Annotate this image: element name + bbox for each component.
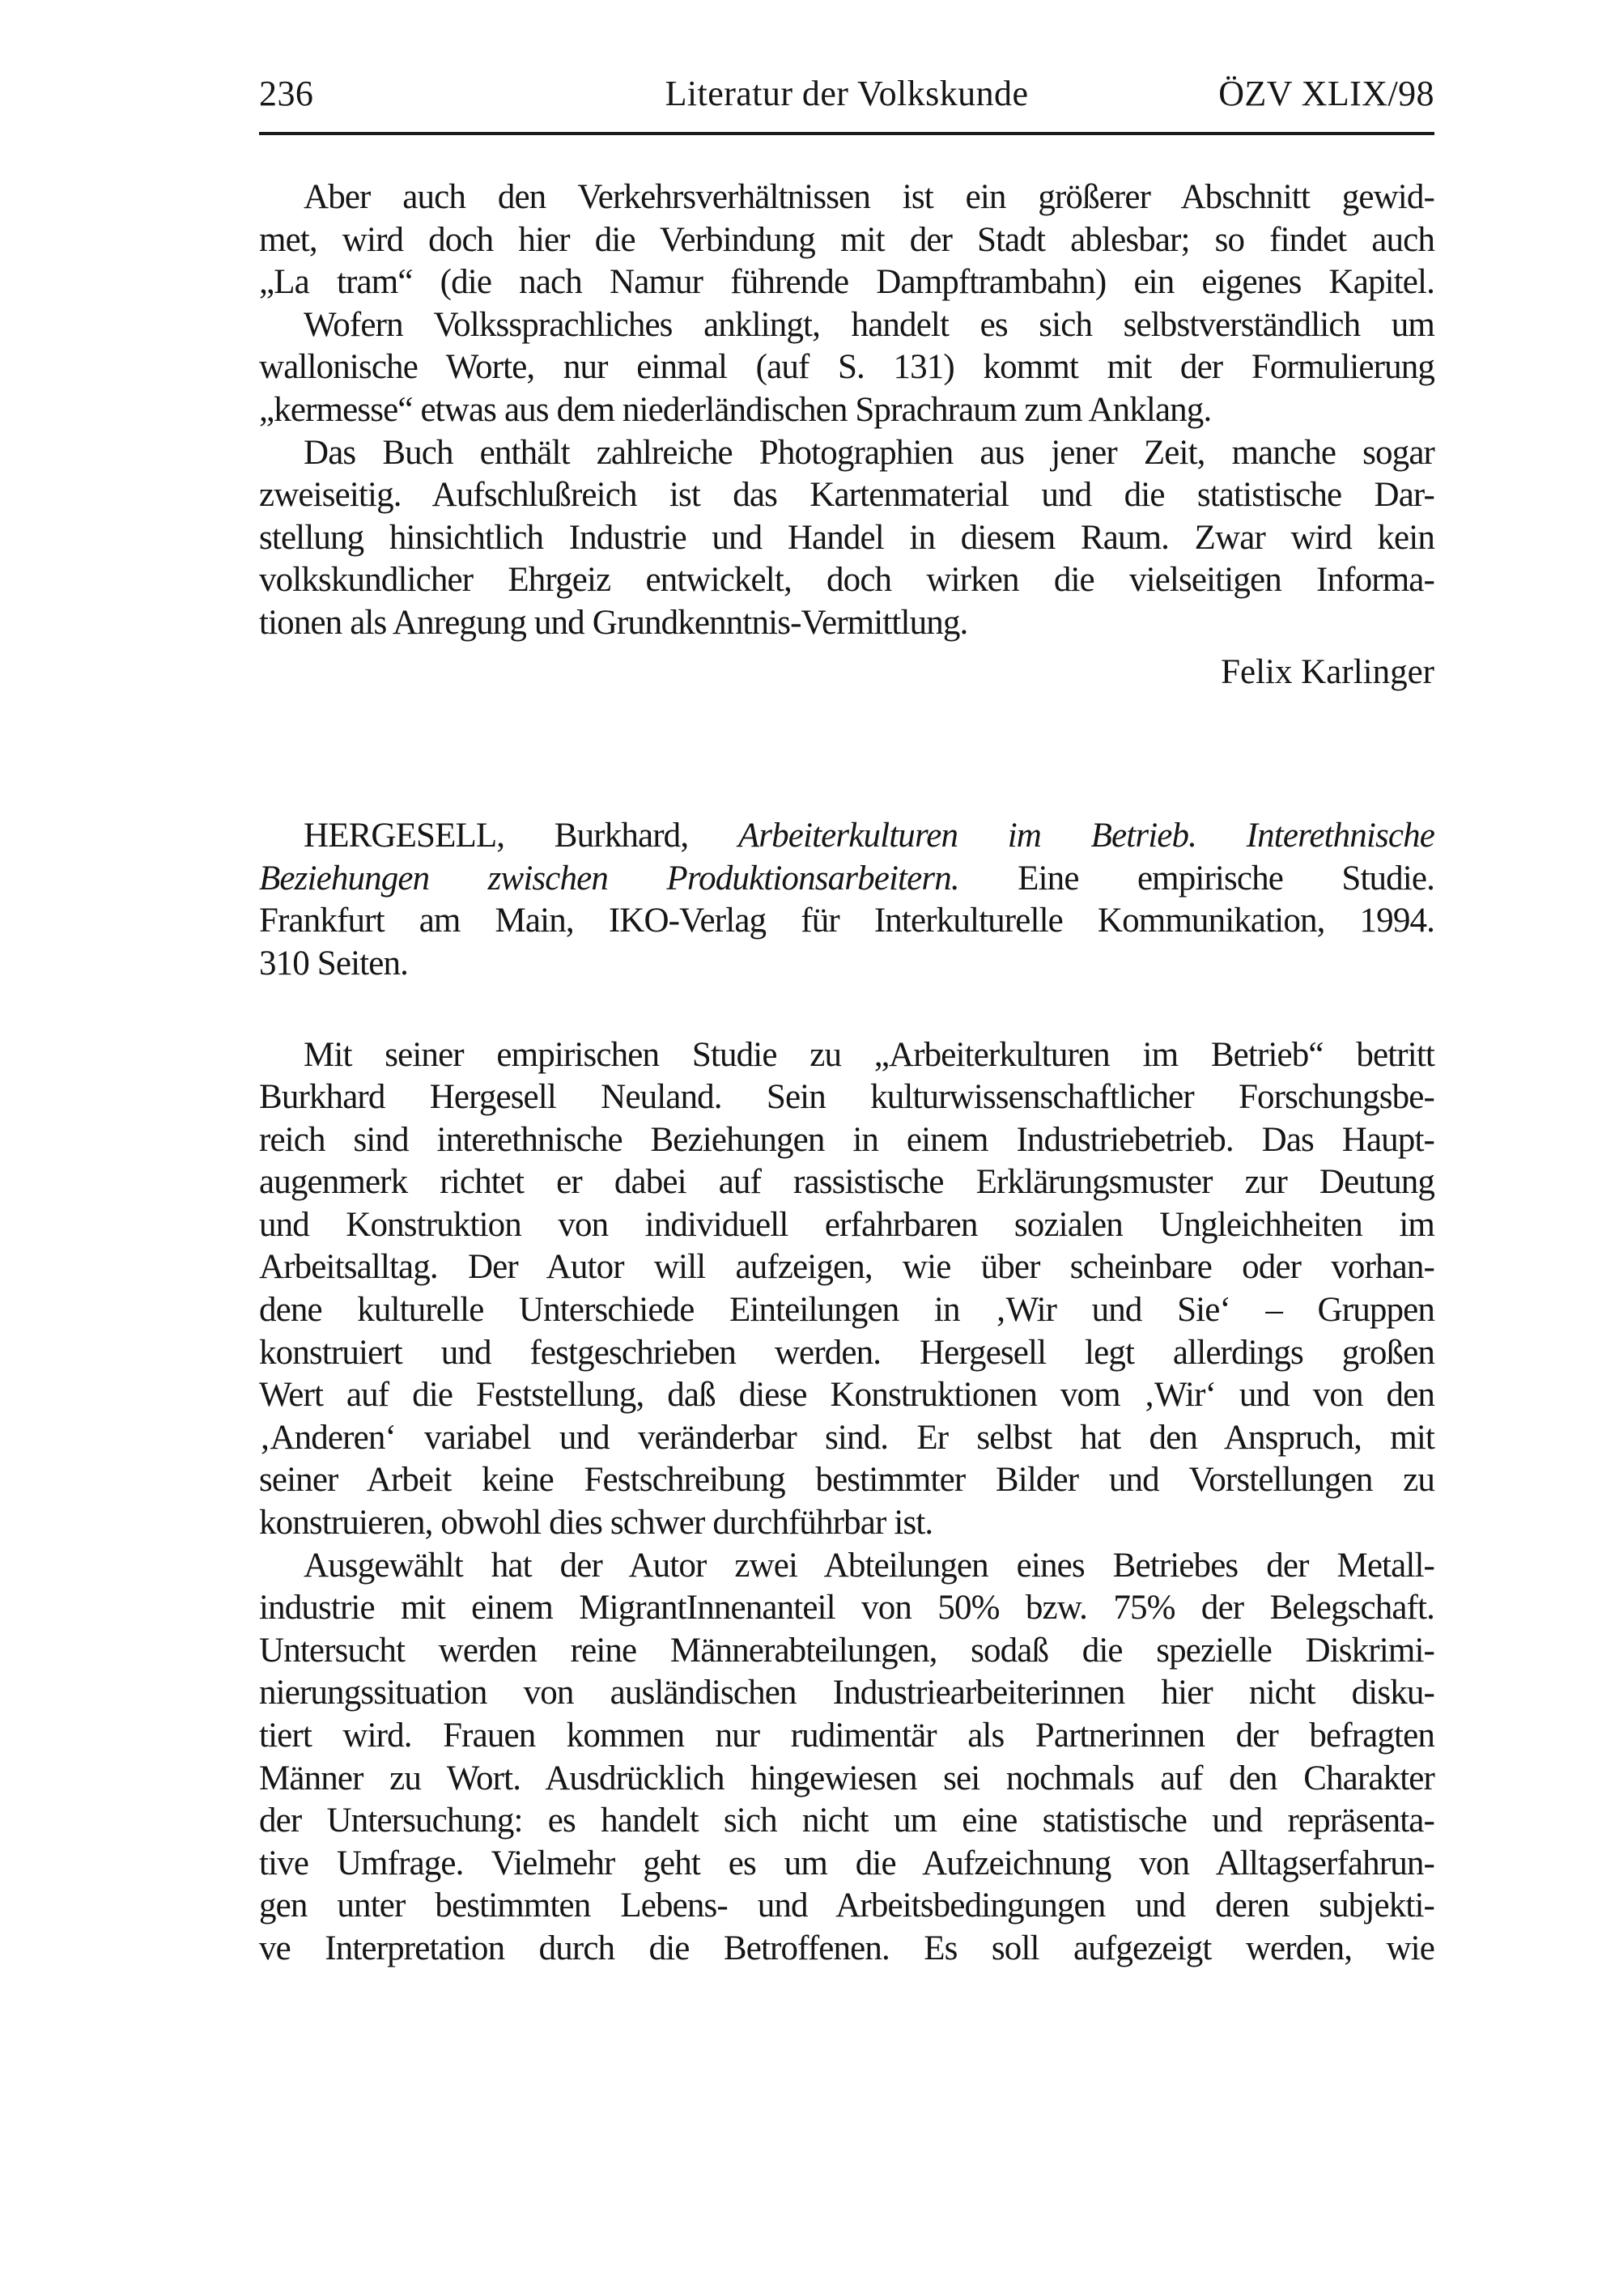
text-line: seiner Arbeit keine Festschreibung bestimmter Bilder und Vorstellungen zu (259, 1461, 1434, 1500)
text-line: „La tram“ (die nach Namur führende Dampftrambahn) ein eigenes Kapitel. (259, 263, 1434, 302)
text-line: „kermesse“ etwas aus dem niederländischen Sprachraum zum Anklang. (259, 390, 1212, 429)
text-line (259, 943, 1434, 986)
text-line (259, 815, 1434, 858)
header-rule (259, 132, 1434, 135)
text-line: konstruieren, obwohl dies schwer durchführbar ist. (259, 1504, 933, 1543)
text-line: konstruiert und festgeschrieben werden. Hergesell legt allerdings großen (259, 1333, 1434, 1372)
citation-text: HERGESELL, Burkhard, (304, 817, 738, 855)
citation-book-title: Beziehungen zwischen Produktionsarbeitern. (259, 859, 959, 898)
text-line: zweiseitig. Aufschlußreich ist das Kartenmaterial und die statistische Dar- (259, 476, 1434, 515)
text-line: Untersucht werden reine Männerabteilungen, sodaß die spezielle Diskrimi- (259, 1631, 1434, 1670)
reviewer-signature: Felix Karlinger (1221, 652, 1434, 691)
text-line: tiert wird. Frauen kommen nur rudimentär als Partnerinnen der befragten (259, 1717, 1434, 1755)
text-line: augenmerk richtet er dabei auf rassistische Erklärungsmuster zur Deutung (259, 1163, 1434, 1202)
citation-book-title: Arbeiterkulturen im Betrieb. Interethnische (737, 817, 1434, 855)
text-line: wallonische Worte, nur einmal (auf S. 131) kommt mit der Formulierung (259, 348, 1434, 387)
text-line: volkskundlicher Ehrgeiz entwickelt, doch wirken die vielseitigen Informa- (259, 561, 1434, 600)
text-line: Mit seiner empirischen Studie zu „Arbeiterkulturen im Betrieb“ betritt (304, 1035, 1434, 1074)
text-line: Das Buch enthält zahlreiche Photographien aus jener Zeit, manche sogar (304, 433, 1434, 472)
running-title: Literatur der Volkskunde (665, 74, 1029, 113)
text-line: stellung hinsichtlich Industrie und Handel in diesem Raum. Zwar wird kein (259, 518, 1434, 557)
text-line: Arbeitsalltag. Der Autor will aufzeigen, wie über scheinbare oder vorhan- (259, 1248, 1434, 1287)
review-body-text (259, 1034, 1434, 1971)
text-line: dene kulturelle Unterschiede Einteilungen in ‚Wir und Sie‘ – Gruppen (259, 1291, 1434, 1330)
page-number: 236 (259, 74, 314, 113)
citation-text: 310 Seiten. (259, 944, 409, 982)
citation-text: Eine empirische Studie. (958, 859, 1435, 898)
page-content (259, 0, 1434, 1971)
text-line: gen unter bestimmten Lebens- und Arbeitsbedingungen und deren subjekti- (259, 1886, 1434, 1925)
text-line: ve Interpretation durch die Betroffenen. Es soll aufgezeigt werden, wie (259, 1929, 1434, 1967)
page-header (259, 73, 1434, 115)
text-line: Burkhard Hergesell Neuland. Sein kulturwissenschaftlicher Forschungsbe- (259, 1078, 1434, 1117)
text-line: ‚Anderen‘ variabel und veränderbar sind. Er selbst hat den Anspruch, mit (259, 1418, 1434, 1457)
text-line: und Konstruktion von individuell erfahrbaren sozialen Ungleichheiten im (259, 1205, 1434, 1244)
text-line: Wert auf die Feststellung, daß diese Konstruktionen vom ‚Wir‘ und von den (259, 1376, 1434, 1415)
text-line (259, 900, 1434, 943)
text-line: reich sind interethnische Beziehungen in einem Industriebetrieb. Das Haupt- (259, 1120, 1434, 1159)
journal-issue: ÖZV XLIX/98 (1218, 74, 1434, 113)
text-line: Wofern Volkssprachliches anklingt, handelt es sich selbstverständlich um (304, 305, 1434, 344)
text-line: Männer zu Wort. Ausdrücklich hingewiesen sei nochmals auf den Charakter (259, 1759, 1434, 1797)
text-line: industrie mit einem MigrantInnenanteil von 50% bzw. 75% der Belegschaft. (259, 1589, 1434, 1628)
text-line: nierungssituation von ausländischen Industriearbeiterinnen hier nicht disku- (259, 1674, 1434, 1712)
text-line: Ausgewählt hat der Autor zwei Abteilungen eines Betriebes der Metall- (304, 1546, 1434, 1585)
text-line (259, 858, 1434, 901)
text-line: tionen als Anregung und Grundkenntnis-Vermittlung. (259, 603, 968, 642)
text-line: Aber auch den Verkehrsverhältnissen ist ein größerer Abschnitt gewid- (304, 178, 1434, 216)
text-line: der Untersuchung: es handelt sich nicht um eine statistische und repräsenta- (259, 1802, 1434, 1840)
text-line: tive Umfrage. Vielmehr geht es um die Aufzeichnung von Alltagserfahrun- (259, 1844, 1434, 1882)
review-conclusion-text (259, 176, 1434, 645)
book-citation (259, 815, 1434, 985)
citation-text: Frankfurt am Main, IKO-Verlag für Interkulturelle Kommunikation, 1994. (259, 902, 1434, 940)
text-line: met, wird doch hier die Verbindung mit der Stadt ablesbar; so findet auch (259, 220, 1434, 259)
